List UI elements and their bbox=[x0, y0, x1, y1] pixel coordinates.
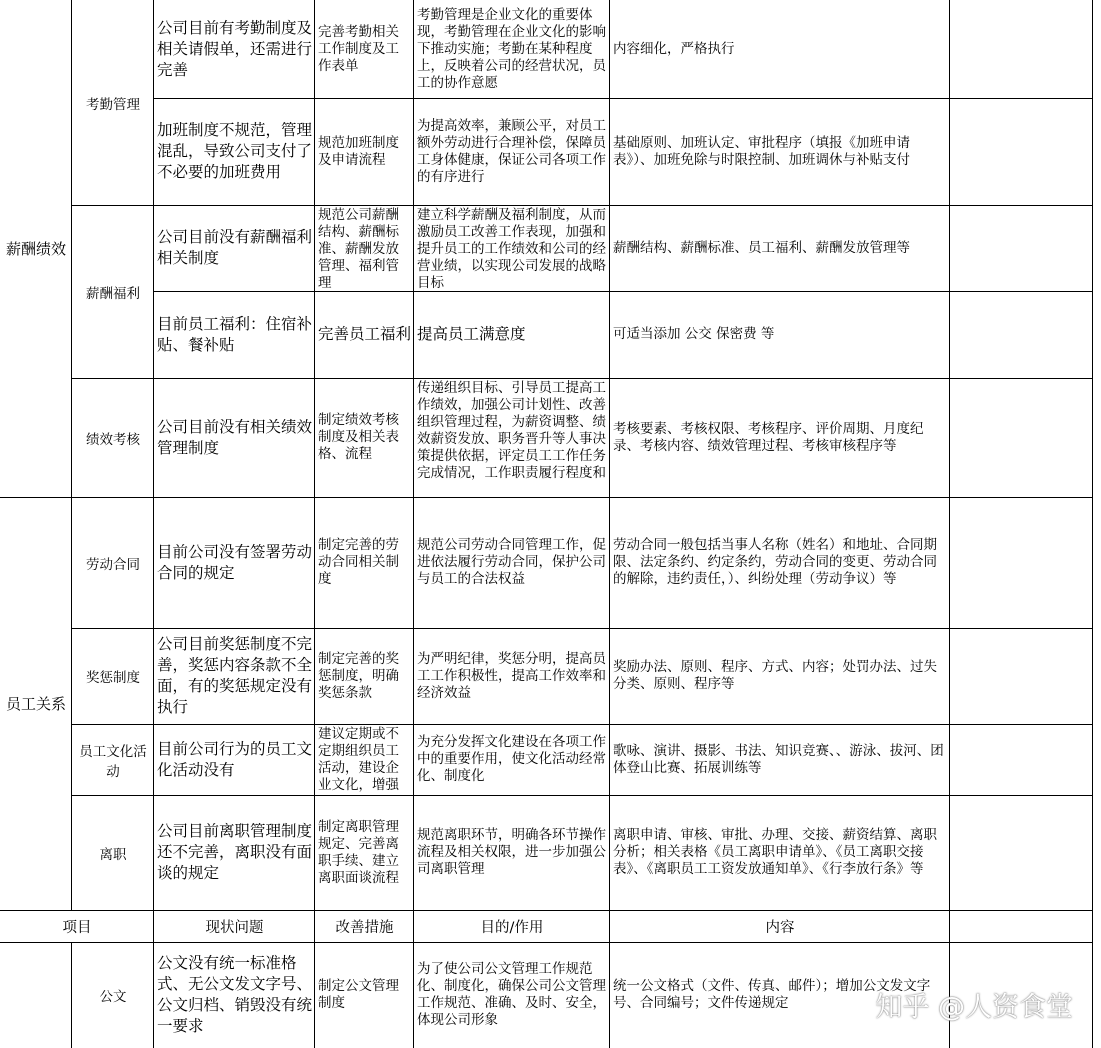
purpose-cell bbox=[414, 98, 610, 205]
purpose-text: 规范离职环节，明确各环节操作流程及相关权限，进一步加强公司离职管理 bbox=[417, 827, 606, 877]
item-attendance bbox=[72, 0, 154, 205]
header-label: 现状问题 bbox=[205, 919, 264, 936]
purpose-cell bbox=[414, 378, 610, 497]
item-label: 薪酬福利 bbox=[86, 285, 140, 302]
issue-text: 公司目前离职管理制度还不完善，离职没有面谈的规定 bbox=[157, 822, 313, 882]
measure-text: 完善考勤相关工作制度及工作表单 bbox=[318, 23, 399, 74]
header-content bbox=[610, 910, 950, 942]
issue-cell bbox=[154, 0, 315, 98]
header-measure bbox=[315, 910, 414, 942]
grid-line bbox=[0, 497, 1093, 498]
item-label: 劳动合同 bbox=[86, 556, 140, 573]
measure-cell bbox=[315, 628, 414, 724]
item-label: 考勤管理 bbox=[86, 96, 140, 113]
issue-cell bbox=[154, 497, 315, 628]
header-label: 改善措施 bbox=[335, 919, 394, 936]
grid-line bbox=[72, 795, 1093, 796]
grid-line bbox=[72, 205, 1093, 206]
grid-line bbox=[314, 0, 315, 1048]
issue-text: 公司目前奖惩制度不完善，奖惩内容条款不全面，有的奖惩规定没有执行 bbox=[157, 635, 313, 716]
grid-line bbox=[154, 98, 1093, 99]
category-compensation bbox=[0, 0, 72, 497]
item-performance bbox=[72, 378, 154, 497]
content-cell bbox=[610, 98, 950, 205]
grid-line bbox=[1092, 0, 1093, 1048]
item-resignation bbox=[72, 795, 154, 910]
measure-text: 完善员工福利 bbox=[318, 325, 412, 343]
grid-line bbox=[949, 0, 950, 1048]
item-salary-benefits bbox=[72, 205, 154, 378]
issue-cell bbox=[154, 795, 315, 910]
content-cell bbox=[610, 724, 950, 795]
content-cell bbox=[610, 291, 950, 378]
watermark bbox=[875, 985, 1073, 1024]
measure-text: 制定完善的奖惩制度，明确奖惩条款 bbox=[318, 650, 399, 701]
header-purpose bbox=[414, 910, 610, 942]
issue-text: 公司目前没有相关绩效管理制度 bbox=[157, 417, 313, 457]
measure-text: 制定绩效考核制度及相关表格、流程 bbox=[318, 412, 399, 462]
content-text: 劳动合同一般包括当事人名称（姓名）和地址、合同期限、法定条约、约定条约，劳动合同的变更、劳动合同的解除，违约责任，）、纠纷处理（劳动争议）等 bbox=[613, 537, 937, 587]
content-text: 离职申请、审核、审批、办理、交接、薪资结算、离职分析；相关表格《员工离职申请单》、《员工离职交接表》、《离职员工工资发放通知单》、《行李放行条》等 bbox=[613, 827, 937, 877]
item-label: 员工文化活动 bbox=[79, 743, 147, 780]
category-employee-relations bbox=[0, 497, 72, 910]
item-label: 绩效考核 bbox=[86, 431, 140, 448]
issue-cell bbox=[154, 291, 315, 378]
purpose-text: 为严明纪律，奖惩分明，提高员工工作积极性，提高工作效率和经济效益 bbox=[417, 650, 606, 701]
purpose-text: 为了使公司公文管理工作规范化、制度化，确保公司公文管理工作规范、准确、及时、安全，体现公司形象 bbox=[417, 961, 606, 1028]
content-text: 奖励办法、原则、程序、方式、内容；处罚办法、过失分类、原则、程序等 bbox=[613, 659, 937, 692]
category-label: 员工关系 bbox=[5, 695, 66, 713]
measure-cell bbox=[315, 291, 414, 378]
header-item bbox=[0, 910, 154, 942]
content-text: 可适当添加 公交 保密费 等 bbox=[613, 326, 775, 342]
issue-text: 公文没有统一标准格式、无公文发文字号、公文归档、销毁没有统一要求 bbox=[157, 954, 313, 1035]
content-text: 统一公文格式（文件、传真、邮件）；增加公文发文字号、合同编号；文件传递规定 bbox=[613, 978, 931, 1011]
content-cell bbox=[610, 628, 950, 724]
grid-line bbox=[71, 0, 72, 910]
purpose-cell bbox=[414, 795, 610, 910]
issue-text: 公司目前有考勤制度及相关请假单，还需进行完善 bbox=[157, 18, 313, 79]
category-label: 薪酬绩效 bbox=[5, 240, 66, 258]
grid-line bbox=[72, 378, 1093, 379]
content-text: 考核要素、考核权限、考核程序、评价周期、月度纪录、考核内容、绩效管理过程、考核审核程序等 bbox=[613, 420, 924, 454]
item-label: 公文 bbox=[99, 989, 127, 1005]
grid-line bbox=[153, 0, 154, 1048]
content-text: 歌咏、演讲、摄影、书法、知识竞赛、、游泳、拔河、团体登山比赛、拓展训练等 bbox=[613, 742, 944, 776]
purpose-cell bbox=[414, 942, 610, 1048]
issue-text: 加班制度不规范，管理混乱，导致公司支付了不必要的加班费用 bbox=[157, 121, 313, 181]
content-cell bbox=[610, 795, 950, 910]
purpose-text: 规范公司劳动合同管理工作，促进依法履行劳动合同，保护公司与员工的合法权益 bbox=[417, 537, 606, 587]
purpose-text: 为充分发挥文化建设在各项工作中的重要作用，使文化活动经常化、制度化 bbox=[417, 734, 606, 784]
measure-cell bbox=[315, 942, 414, 1048]
grid-line bbox=[154, 291, 1093, 292]
purpose-text: 建立科学薪酬及福利制度，从而激励员工改善工作表现，加强和提升员工的工作绩效和公司的经营业绩，以实现公司发展的战略目标 bbox=[417, 207, 606, 291]
measure-cell bbox=[315, 98, 414, 205]
purpose-text: 为提高效率，兼顾公平，对员工额外劳动进行合理补偿，保障员工身体健康，保证公司各项工作的有序进行 bbox=[417, 117, 606, 185]
measure-text: 制定完善的劳动合同相关制度 bbox=[318, 537, 399, 587]
grid-line bbox=[609, 0, 610, 1048]
purpose-cell bbox=[414, 724, 610, 795]
content-cell bbox=[610, 205, 950, 291]
grid-line bbox=[413, 0, 414, 1048]
measure-cell bbox=[315, 378, 414, 497]
item-document bbox=[72, 942, 154, 1048]
grid-line bbox=[72, 628, 1093, 629]
purpose-cell bbox=[414, 205, 610, 291]
content-text: 基础原则、加班认定、审批程序（填报《加班申请表》）、加班免除与时限控制、加班调休与补贴支付 bbox=[613, 134, 910, 168]
purpose-cell bbox=[414, 628, 610, 724]
item-label: 奖惩制度 bbox=[86, 670, 140, 686]
grid-line bbox=[71, 942, 72, 1048]
issue-cell bbox=[154, 378, 315, 497]
issue-cell bbox=[154, 942, 315, 1048]
issue-cell bbox=[154, 98, 315, 205]
measure-cell bbox=[315, 0, 414, 98]
measure-text: 规范公司薪酬结构、薪酬标准、薪酬发放管理、福利管理 bbox=[318, 207, 399, 291]
measure-text: 制定离职管理规定、完善离职手续、建立离职面谈流程 bbox=[318, 818, 399, 886]
header-issue bbox=[154, 910, 315, 942]
issue-text: 目前公司行为的员工文化活动没有 bbox=[157, 739, 313, 779]
content-text: 内容细化，严格执行 bbox=[613, 40, 735, 57]
measure-cell bbox=[315, 497, 414, 628]
item-labor-contract bbox=[72, 497, 154, 628]
grid-line bbox=[72, 724, 1093, 725]
content-cell bbox=[610, 0, 950, 98]
content-cell bbox=[610, 378, 950, 497]
purpose-text: 传递组织目标、引导员工提高工作绩效，加强公司计划性、改善组织管理过程，为薪资调整、绩效薪资发放、职务晋升等人事决策提供依据，评定员工工作任务完成情况，工作职责履行程度和 bbox=[417, 380, 606, 481]
purpose-cell bbox=[414, 497, 610, 628]
issue-text: 目前员工福利：住宿补贴、餐补贴 bbox=[157, 314, 313, 354]
issue-text: 公司目前没有薪酬福利相关制度 bbox=[157, 228, 313, 267]
content-text: 薪酬结构、薪酬标准、员工福利、薪酬发放管理等 bbox=[613, 239, 910, 256]
measure-cell bbox=[315, 724, 414, 795]
purpose-text: 提高员工满意度 bbox=[417, 325, 526, 343]
measure-text: 制定公文管理制度 bbox=[318, 978, 399, 1011]
measure-text: 建议定期或不定期组织员工活动，建设企业文化，增强 bbox=[318, 726, 399, 793]
issue-cell bbox=[154, 724, 315, 795]
header-label: 项目 bbox=[62, 919, 92, 936]
item-reward-punishment bbox=[72, 628, 154, 724]
content-cell bbox=[610, 497, 950, 628]
issue-text: 目前公司没有签署劳动合同的规定 bbox=[157, 542, 313, 582]
item-culture-activity bbox=[72, 724, 154, 795]
header-label: 内容 bbox=[765, 919, 795, 936]
purpose-cell bbox=[414, 0, 610, 98]
issue-cell bbox=[154, 628, 315, 724]
watermark-text: 知乎 @人资食堂 bbox=[875, 992, 1073, 1023]
header-label: 目的/作用 bbox=[480, 919, 544, 936]
grid-line bbox=[0, 942, 1093, 943]
measure-cell bbox=[315, 205, 414, 291]
grid-line bbox=[0, 910, 1093, 911]
measure-cell bbox=[315, 795, 414, 910]
item-label: 离职 bbox=[99, 846, 127, 863]
measure-text: 规范加班制度及申请流程 bbox=[318, 134, 399, 168]
purpose-text: 考勤管理是企业文化的重要体现，考勤管理在企业文化的影响下推动实施；考勤在某种程度上，反映着公司的经营状况，员工的协作意愿 bbox=[417, 6, 606, 91]
issue-cell bbox=[154, 205, 315, 291]
purpose-cell bbox=[414, 291, 610, 378]
